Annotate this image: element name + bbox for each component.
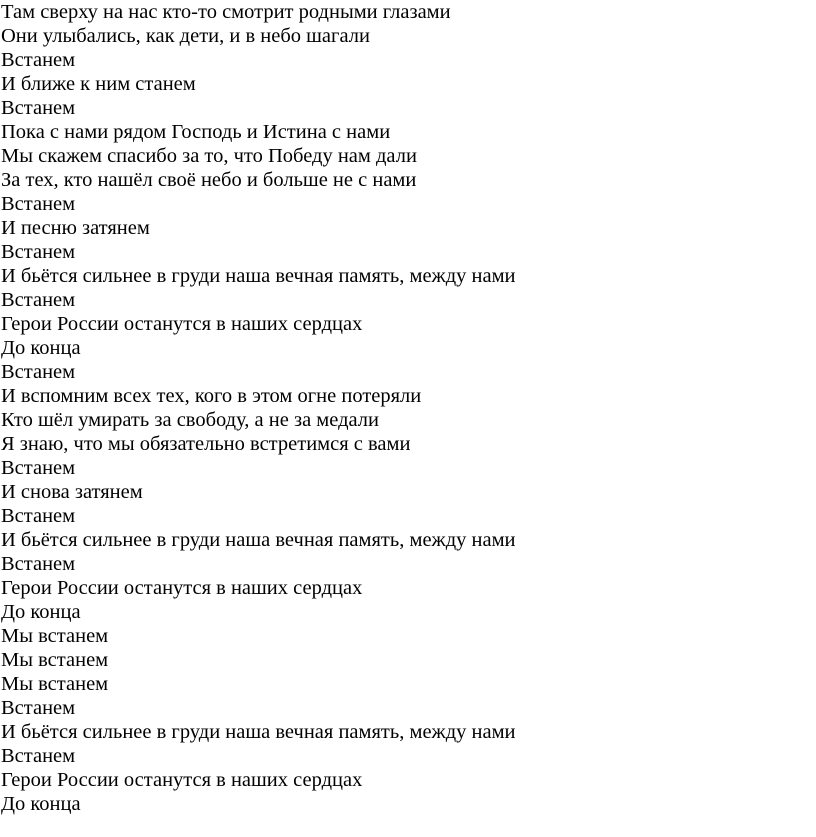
lyric-line: Встанем: [1, 241, 76, 263]
lyric-line: И бьётся сильнее в груди наша вечная память, между нами: [1, 529, 516, 551]
lyric-line: Встанем: [1, 49, 76, 71]
lyric-line: И песню затянем: [1, 217, 150, 239]
lyric-line: Мы скажем спасибо за то, что Победу нам дали: [1, 145, 417, 167]
lyric-line: Кто шёл умирать за свободу, а не за медали: [1, 409, 379, 431]
lyric-line: Герои России останутся в наших сердцах: [1, 313, 363, 335]
lyric-line: Встанем: [1, 361, 76, 383]
lyric-line: Герои России останутся в наших сердцах: [1, 769, 363, 791]
lyric-line: И вспомним всех тех, кого в этом огне потеряли: [1, 385, 422, 407]
lyric-line: Встанем: [1, 505, 76, 527]
lyric-line: До конца: [1, 601, 81, 623]
lyric-line: Там сверху на нас кто-то смотрит родными глазами: [1, 1, 451, 23]
lyric-line: Я знаю, что мы обязательно встретимся с вами: [1, 433, 411, 455]
lyric-line: И снова затянем: [1, 481, 143, 503]
lyric-line: До конца: [1, 793, 81, 815]
lyric-line: Встанем: [1, 457, 76, 479]
lyric-line: Мы встанем: [1, 673, 109, 695]
lyric-line: И бьётся сильнее в груди наша вечная память, между нами: [1, 721, 516, 743]
lyric-line: Мы встанем: [1, 625, 109, 647]
lyric-line: Встанем: [1, 745, 76, 767]
lyric-line: Встанем: [1, 553, 76, 575]
lyric-line: Встанем: [1, 289, 76, 311]
lyric-line: И ближе к ним станем: [1, 73, 196, 95]
lyric-line: Они улыбались, как дети, и в небо шагали: [1, 25, 370, 47]
lyric-line: Герои России останутся в наших сердцах: [1, 577, 363, 599]
lyric-line: До конца: [1, 337, 81, 359]
lyric-line: Встанем: [1, 697, 76, 719]
lyric-line: Встанем: [1, 193, 76, 215]
lyric-line: За тех, кто нашёл своё небо и больше не с нами: [1, 169, 417, 191]
lyric-line: Мы встанем: [1, 649, 109, 671]
lyric-line: И бьётся сильнее в груди наша вечная память, между нами: [1, 265, 516, 287]
lyric-line: Пока с нами рядом Господь и Истина с нами: [1, 121, 391, 143]
lyric-line: Встанем: [1, 97, 76, 119]
